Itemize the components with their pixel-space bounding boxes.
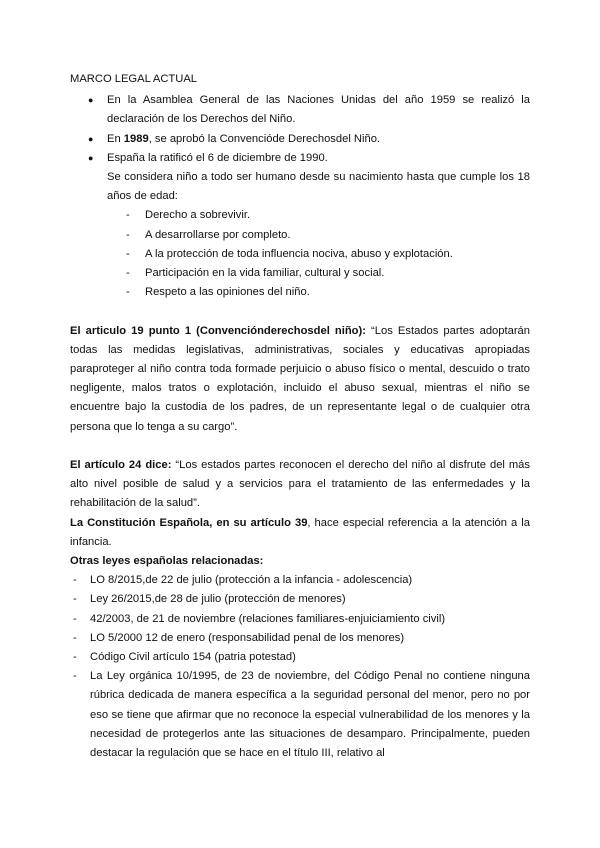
right-text: A la protección de toda influencia nociva, abuso y explotación. [145,247,453,260]
page-title: MARCO LEGAL ACTUAL [70,73,198,85]
article-19-paragraph [70,322,530,437]
law-text: Código Civil artículo 154 (patria potestad) [90,651,296,664]
laws-list [70,571,530,763]
other-laws-heading [70,552,530,571]
list-item [70,648,530,667]
bullet-continuation: Se considera niño a todo ser humano desde su nacimiento hasta que cumple los 18 años de edad: [107,171,530,203]
bullet-text: En la Asamblea General de las Naciones Unidas del año 1959 se realizó la declaración de los Derechos del Niño. [107,94,530,126]
dash-marker: - [126,247,130,260]
document-page [70,70,530,763]
dash-marker: - [126,228,130,241]
dash-marker: - [73,612,77,625]
list-item [70,264,530,283]
bullet-text: España la ratificó el 6 de diciembre de 1990. [107,151,328,164]
law-text: LO 8/2015,de 22 de julio (protección a la infancia - adolescencia) [90,574,413,587]
right-text: Participación en la vida familiar, cultural y social. [145,267,385,280]
list-item [70,226,530,245]
law-text: Ley 26/2015,de 28 de julio (protección de menores) [90,593,346,606]
other-laws-title: Otras leyes españolas relacionadas: [70,555,264,568]
law-text: LO 5/2000 12 de enero (responsabilidad penal de los menores) [90,631,405,644]
list-item [70,130,530,149]
dash-marker: - [73,631,77,644]
dash-marker: - [73,593,77,606]
article-19-title: El articulo 19 punto 1 (Convenciónderechosdel niño): [70,324,366,337]
right-text: Derecho a sobrevivir. [145,209,251,222]
dash-marker: - [126,209,130,222]
dash-marker: - [73,651,77,664]
constitution-title: La Constitución Española, en su artículo 39 [70,516,308,529]
list-item [70,206,530,225]
constitution-paragraph [70,514,530,552]
law-text: La Ley orgánica 10/1995, de 23 de noviembre, del Código Penal no contiene ninguna rúbrica dedicada de manera específica a la seguridad personal del menor, pero no por eso se tiene que afirmar que no reconoce la especial vulnerabilidad de los menores y la necesidad de protegerlos ante las situaciones de desamparo. Principalmente, pueden destacar la regulación que se hace en el título III, relativo al [90,670,530,760]
article-24-text: “Los estados partes reconocen el derecho del niño al disfrute del más alto nivel posible de salud y a servicios para el tratamiento de las enfermedades y la rehabilitación de la salud”. [70,459,530,510]
bullet-text-prefix: En [107,132,124,145]
law-text: 42/2003, de 21 de noviembre (relaciones familiares-enjuiciamiento civil) [90,612,446,625]
bullet-text-suffix: , se aprobó la Convencióde Derechosdel Niño. [148,132,381,145]
spacer [70,302,530,321]
list-item [70,610,530,629]
list-item [70,91,530,129]
bullet-icon: ● [88,133,94,144]
list-item [70,283,530,302]
bullet-list [70,91,530,168]
list-item [70,667,530,763]
right-text: A desarrollarse por completo. [145,228,291,241]
article-19-text: “Los Estados partes adoptarán todas las medidas legislativas, administrativas, sociales y educativas apropiadas paraproteger al niño contra toda formade perjuicio o abuso físico o mental, descuido o trato negligente, malos tratos o explotación, incluido el abuso sexual, mientras el niño se encuentre bajo la custodia de los padres, de un representante legal o de cualquier otra persona que lo tenga a su cargo”. [70,324,530,433]
bullet-text-year: 1989 [123,132,149,145]
dash-marker: - [126,286,130,299]
list-item [70,629,530,648]
spacer [70,437,530,456]
article-24-title: El artículo 24 dice: [70,459,172,472]
list-item [70,571,530,590]
dash-marker: - [73,670,77,683]
rights-list [70,206,530,302]
list-item [70,245,530,264]
dash-marker: - [126,267,130,280]
right-text: Respeto a las opiniones del niño. [145,286,310,299]
article-24-paragraph [70,456,530,514]
dash-marker: - [73,574,77,587]
constitution-text: , hace especial referencia a la atención a la infancia. [70,516,530,548]
bullet-icon: ● [88,95,94,106]
bullet-icon: ● [88,152,94,163]
list-item [70,149,530,168]
list-item [70,590,530,609]
